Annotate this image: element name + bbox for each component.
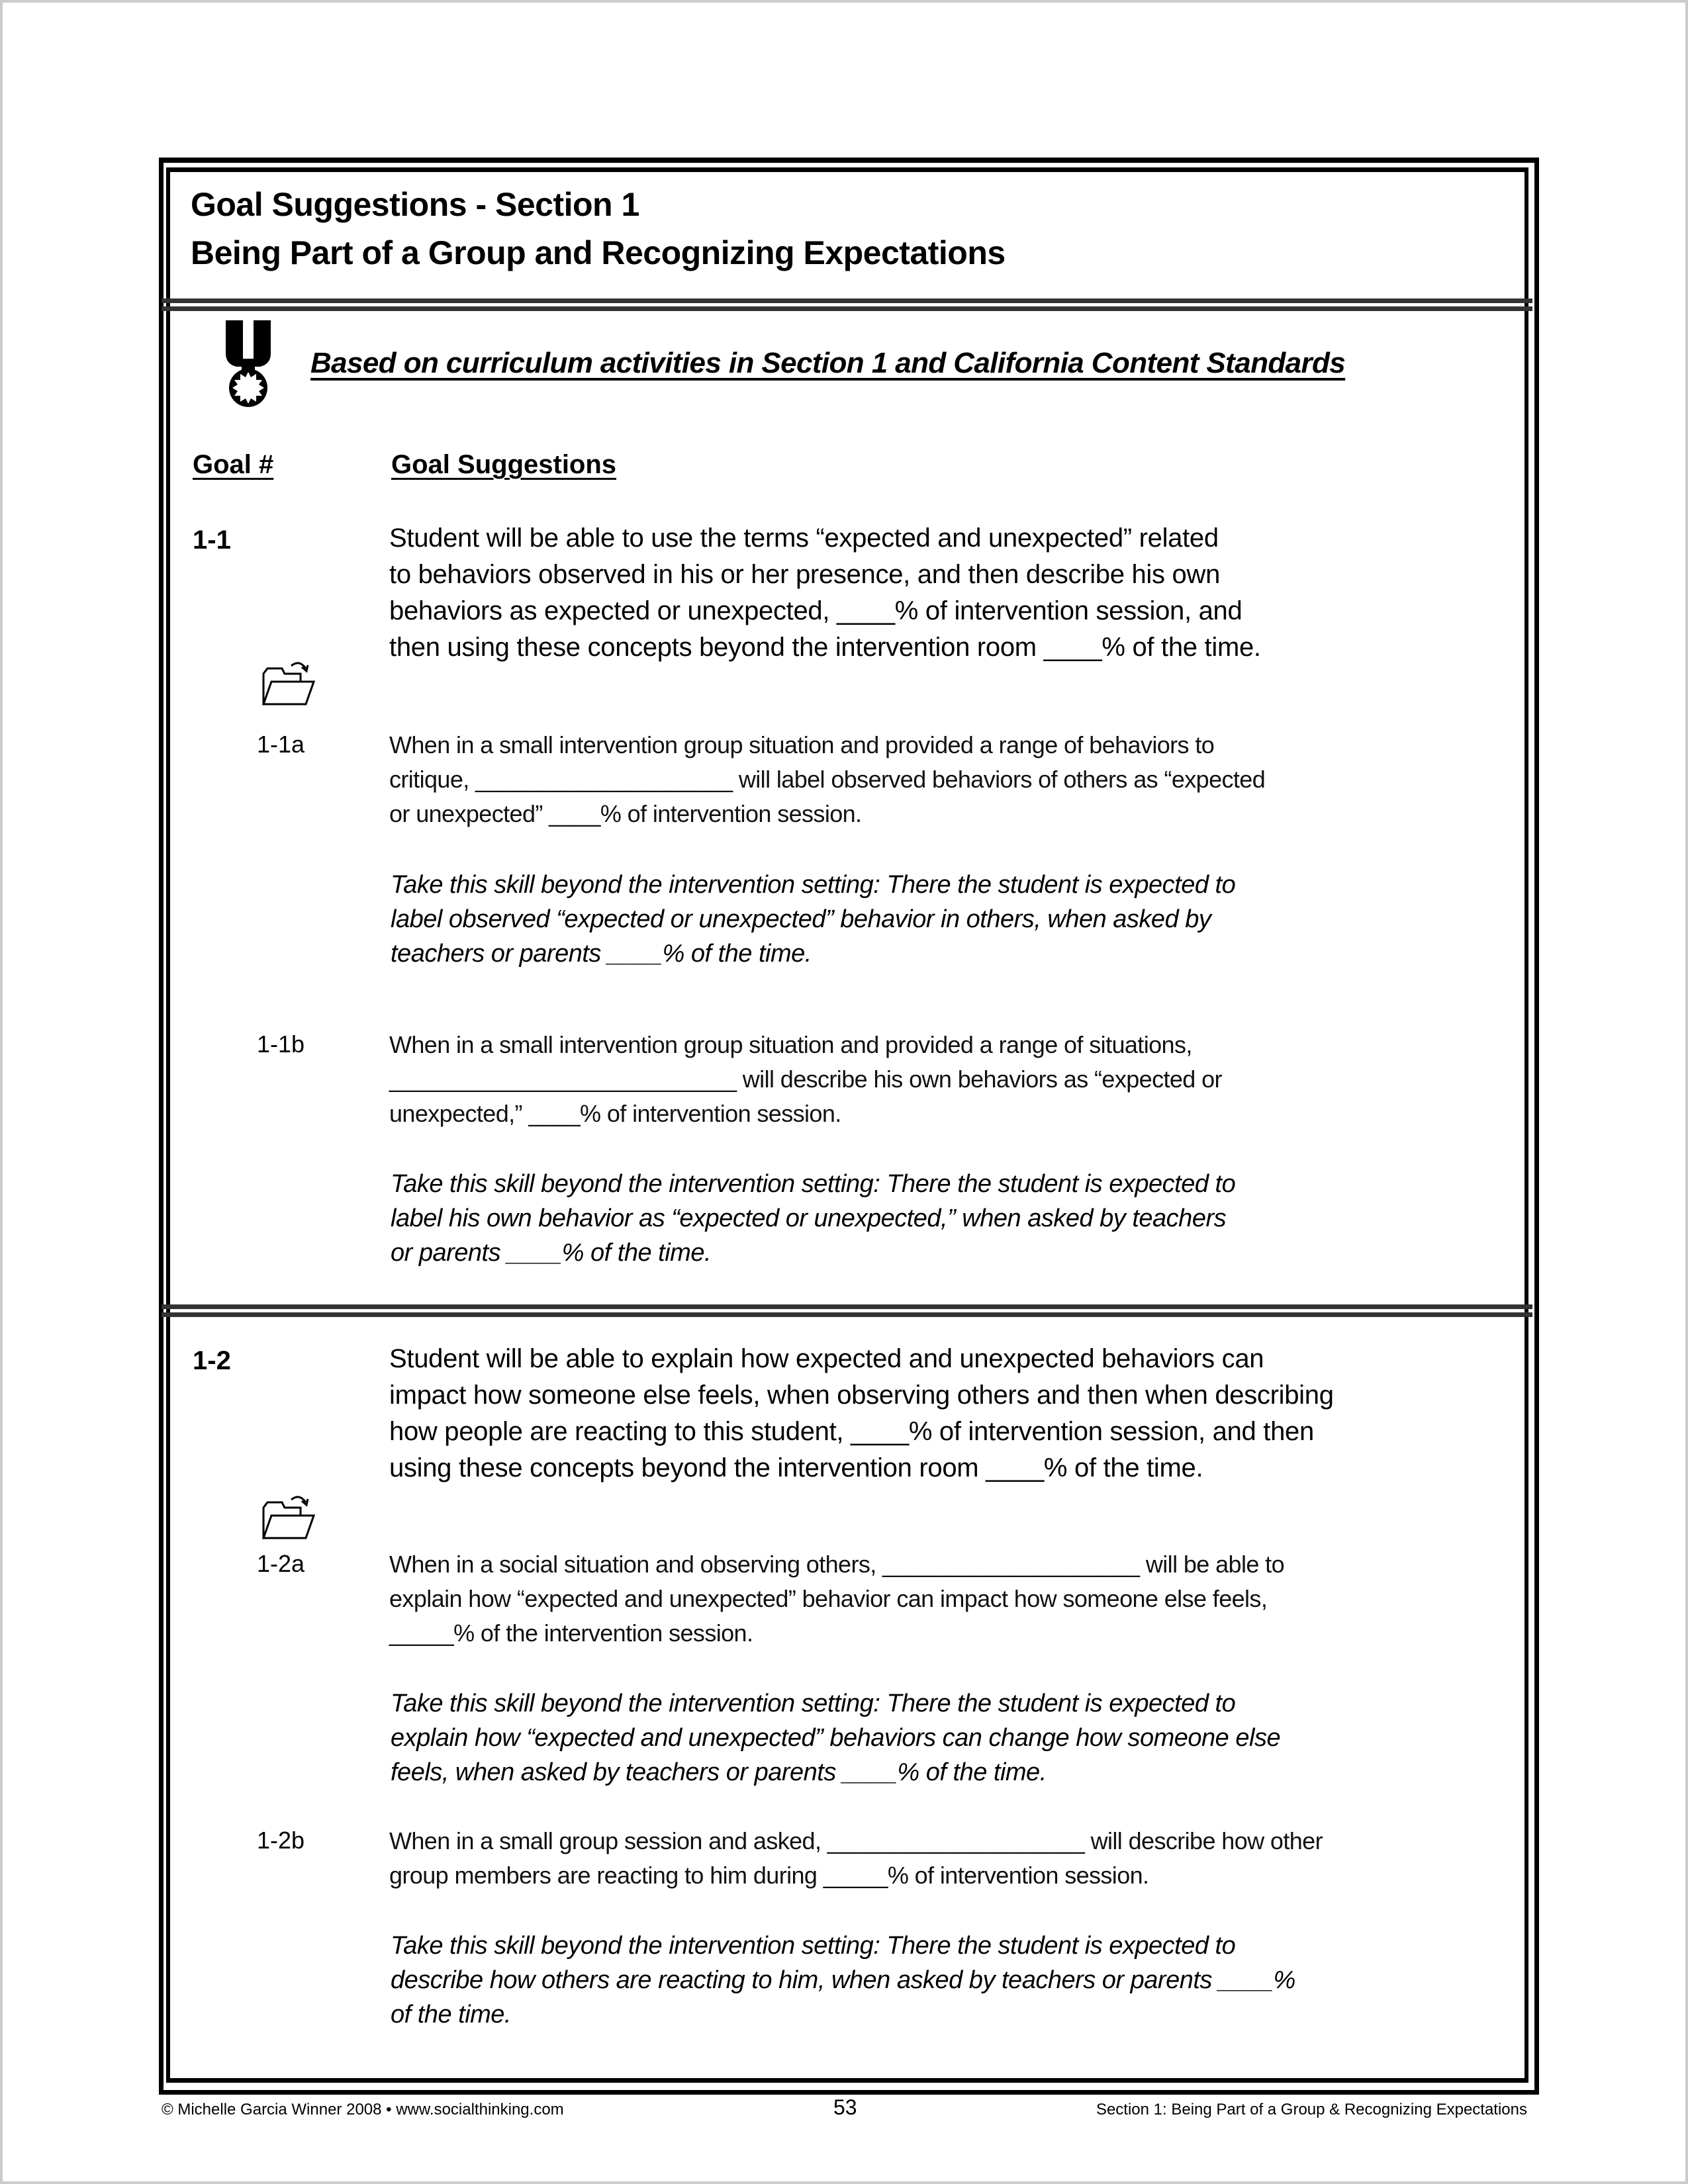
beyond-line: feels, when asked by teachers or parents ____% of the time.: [391, 1758, 1047, 1786]
beyond-line: describe how others are reacting to him, when asked by teachers or parents ____%: [391, 1966, 1295, 1994]
folder-icon: [259, 1493, 315, 1539]
goal-line: Student will be able to use the terms “expected and unexpected” related: [389, 523, 1219, 553]
page-subtitle-heading: Being Part of a Group and Recognizing Expectations: [191, 234, 1006, 271]
goal-divider-top: [162, 1304, 1532, 1309]
objective-number: 1-2b: [257, 1827, 305, 1854]
column-goal-number: Goal #: [193, 450, 274, 479]
goal-line: behaviors as expected or unexpected, ____% of intervention session, and: [389, 596, 1243, 625]
objective-line: group members are reacting to him during _____% of intervention session.: [389, 1862, 1149, 1889]
objective-line: critique, ____________________ will label observed behaviors of others as “expected: [389, 766, 1266, 793]
beyond-setting-text: [391, 1167, 1235, 1270]
header-divider-top: [162, 298, 1532, 303]
page-title: Goal Suggestions - Section 1: [191, 186, 639, 223]
objective-line: When in a small intervention group situation and provided a range of behaviors to: [389, 731, 1215, 758]
goal-line: how people are reacting to this student, ____% of intervention session, and then: [389, 1417, 1314, 1446]
standards-subtitle: Based on curriculum activities in Section 1 and California Content Standards: [310, 347, 1346, 379]
objective-text: [389, 728, 1265, 831]
beyond-line: of the time.: [391, 2001, 511, 2028]
objective-text: [389, 1028, 1222, 1131]
objective-line: explain how “expected and unexpected” behavior can impact how someone else feels,: [389, 1585, 1268, 1612]
folder-icon: [259, 659, 315, 705]
objective-line: unexpected,” ____% of intervention session.: [389, 1100, 841, 1127]
goal-line: impact how someone else feels, when observing others and then when describing: [389, 1381, 1334, 1410]
beyond-line: Take this skill beyond the intervention setting: There the student is expected to: [391, 871, 1236, 899]
header-divider-bottom: [162, 306, 1532, 311]
column-goal-suggestions: Goal Suggestions: [391, 450, 617, 479]
beyond-setting-text: [391, 1929, 1295, 2032]
objective-line: or unexpected” ____% of intervention session.: [389, 800, 862, 827]
goal-number: 1-1: [193, 525, 231, 555]
goal-line: to behaviors observed in his or her presence, and then describe his own: [389, 560, 1221, 589]
objective-line: ___________________________ will describe his own behaviors as “expected or: [389, 1066, 1222, 1093]
medal-icon: [223, 320, 273, 408]
objective-number: 1-2a: [257, 1550, 305, 1577]
page-number: 53: [833, 2095, 857, 2119]
goal-text: [389, 520, 1261, 666]
beyond-line: explain how “expected and unexpected” behaviors can change how someone else: [391, 1724, 1281, 1752]
beyond-line: label his own behavior as “expected or unexpected,” when asked by teachers: [391, 1205, 1227, 1232]
beyond-setting-text: [391, 1686, 1280, 1790]
beyond-line: Take this skill beyond the intervention setting: There the student is expected to: [391, 1690, 1236, 1717]
beyond-line: Take this skill beyond the intervention setting: There the student is expected to: [391, 1170, 1236, 1198]
objective-line: When in a social situation and observing others, ____________________ will be able to: [389, 1551, 1284, 1578]
objective-line: When in a small group session and asked, ____________________ will describe how other: [389, 1827, 1323, 1854]
beyond-line: Take this skill beyond the intervention setting: There the student is expected to: [391, 1932, 1236, 1960]
goal-text: [389, 1341, 1334, 1486]
beyond-setting-text: [391, 868, 1235, 971]
objective-number: 1-1b: [257, 1030, 305, 1058]
goal-divider-bottom: [162, 1312, 1532, 1317]
objective-number: 1-1a: [257, 731, 305, 758]
goal-line: Student will be able to explain how expected and unexpected behaviors can: [389, 1344, 1264, 1373]
goal-line: using these concepts beyond the intervention room ____% of the time.: [389, 1453, 1203, 1482]
footer-section-label: Section 1: Being Part of a Group & Recognizing Expectations: [1096, 2101, 1527, 2118]
footer-copyright: © Michelle Garcia Winner 2008 • www.socialthinking.com: [162, 2101, 564, 2118]
objective-text: [389, 1547, 1284, 1651]
objective-text: [389, 1824, 1323, 1893]
beyond-line: label observed “expected or unexpected” behavior in others, when asked by: [391, 905, 1211, 933]
beyond-line: teachers or parents ____% of the time.: [391, 940, 812, 968]
goal-line: then using these concepts beyond the intervention room ____% of the time.: [389, 633, 1261, 662]
goal-number: 1-2: [193, 1346, 231, 1375]
objective-line: When in a small intervention group situation and provided a range of situations,: [389, 1031, 1192, 1058]
objective-line: _____% of the intervention session.: [389, 1619, 753, 1647]
beyond-line: or parents ____% of the time.: [391, 1239, 712, 1267]
